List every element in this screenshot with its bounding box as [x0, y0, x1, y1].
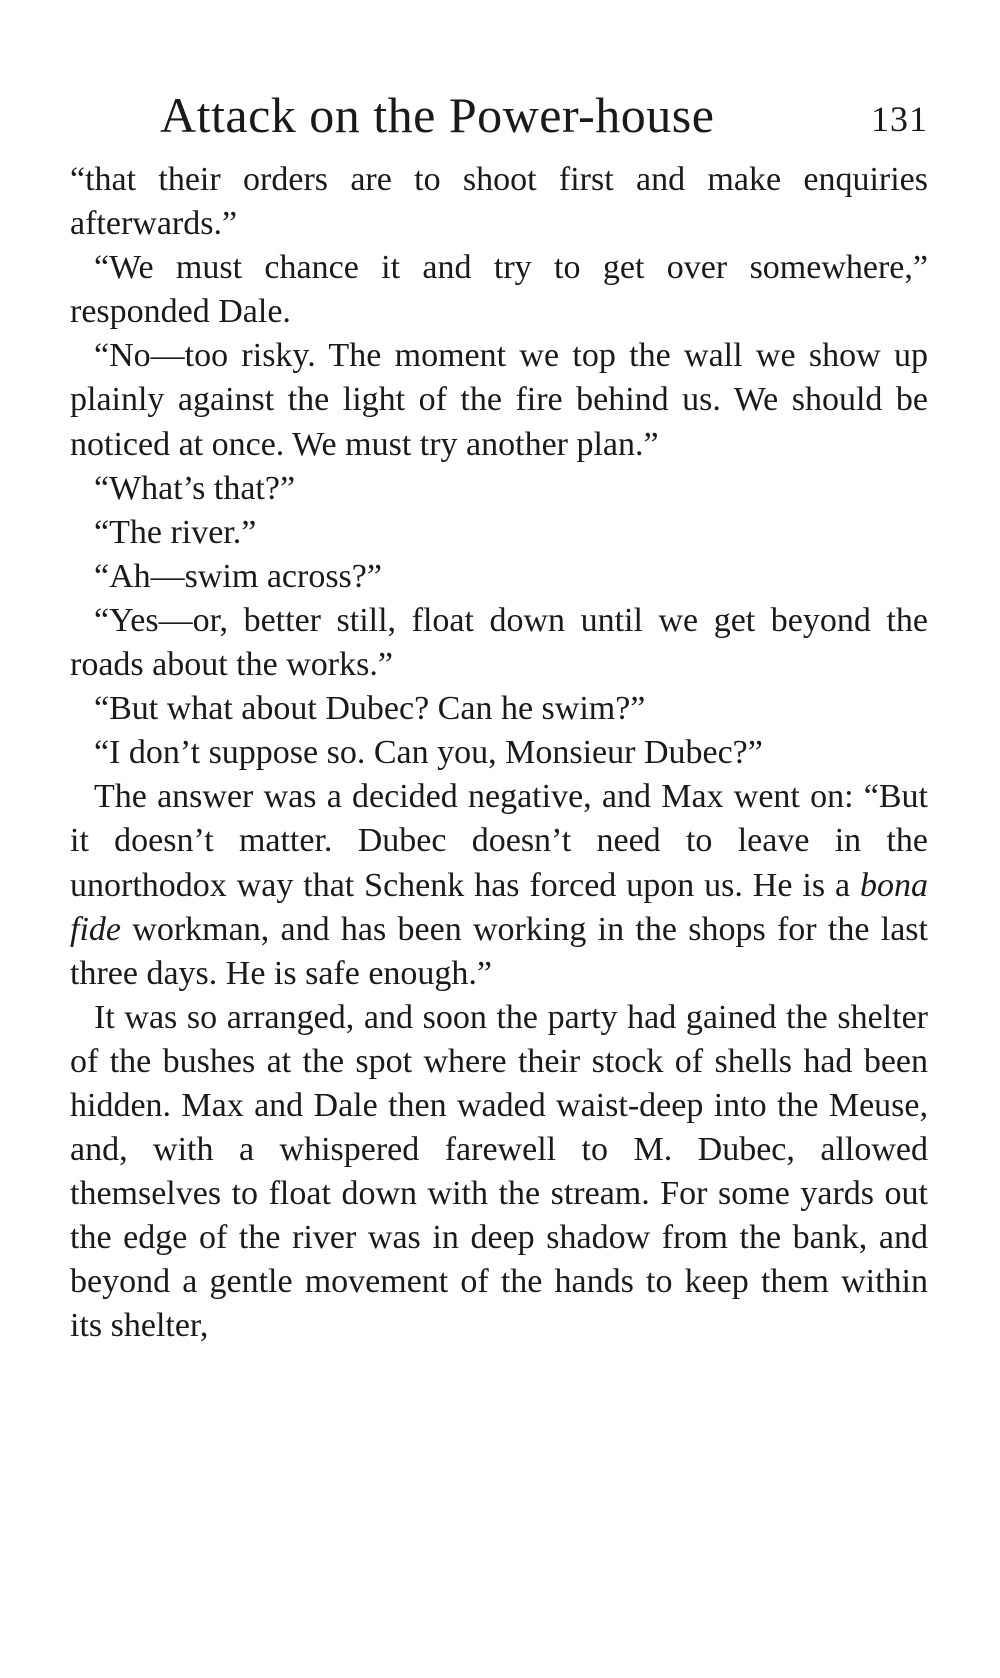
paragraph: “What’s that?”	[94, 469, 296, 507]
book-page	[70, 80, 928, 1349]
running-head	[70, 80, 928, 150]
paragraph-text: workman, and has been working in the shops for the last three days. He is safe enough.”	[70, 910, 928, 992]
paragraph: “But what about Dubec? Can he swim?”	[94, 690, 646, 728]
running-title: Attack on the Power-house	[160, 87, 715, 143]
paragraph-text: The answer was a decided negative, and Max went on: “But it doesn’t matter. Dubec doesn’t need to leave in the unorthodox way that Schenk has forced upon us. He is a	[70, 778, 928, 904]
paragraph: “I don’t suppose so. Can you, Monsieur Dubec?”	[94, 734, 763, 772]
paragraph: “Ah—swim across?”	[94, 557, 382, 595]
paragraph: “The river.”	[94, 513, 257, 551]
paragraph	[70, 775, 928, 995]
body-text	[70, 158, 928, 1349]
page-number: 131	[871, 99, 928, 139]
paragraph: “No—too risky. The moment we top the wall we show up plainly against the light of the fire behind us. We should be noticed at once. We must try another plan.”	[70, 337, 928, 463]
paragraph: It was so arranged, and soon the party had gained the shelter of the bushes at the spot where their stock of shells had been hidden. Max and Dale then waded waist-deep into the Meuse, and, with a whispered farewell to M. Dubec, allowed themselves to float down with the stream. For some yards out the edge of the river was in deep shadow from the bank, and beyond a gentle movement of the hands to keep them within its shelter,	[70, 998, 928, 1345]
italic-phrase: bona fide	[70, 866, 928, 948]
paragraph: “Yes—or, better still, float down until we get beyond the roads about the works.”	[70, 601, 928, 684]
paragraph: “that their orders are to shoot first and make enquiries afterwards.”	[70, 161, 928, 243]
paragraph: “We must chance it and try to get over somewhere,” responded Dale.	[70, 249, 928, 331]
